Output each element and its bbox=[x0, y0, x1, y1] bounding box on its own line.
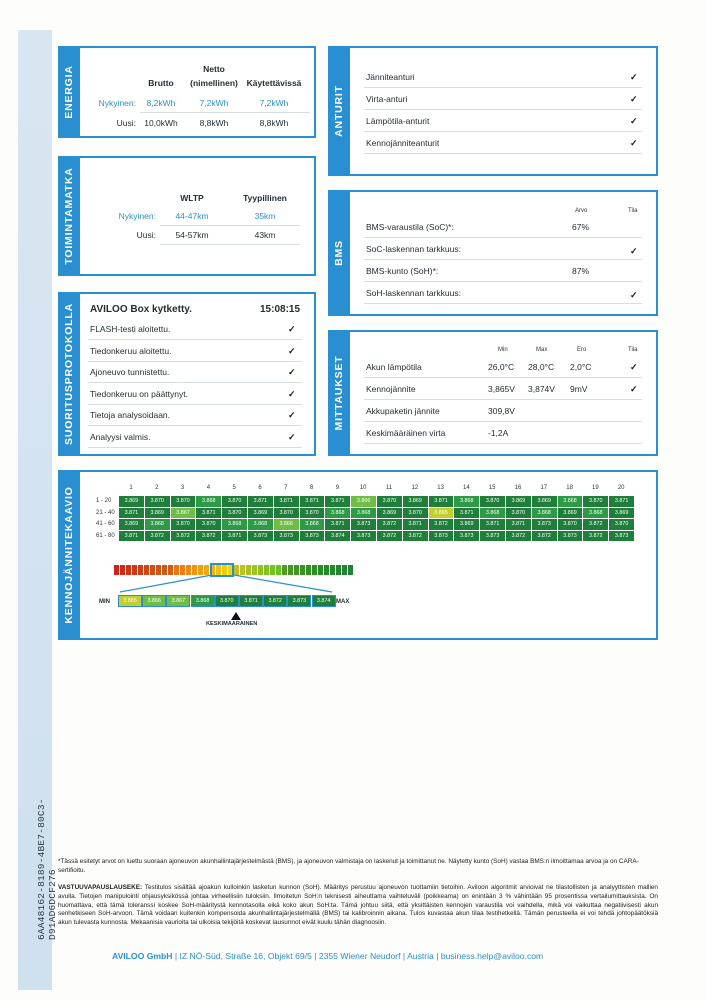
suoritusprotokolla-panel bbox=[58, 292, 316, 456]
mittaukset-col-tila: Tila bbox=[628, 347, 638, 353]
bms-col-arvo: Arvo bbox=[575, 208, 588, 214]
divider bbox=[364, 153, 642, 154]
check-icon: ✓ bbox=[288, 431, 296, 442]
divider bbox=[88, 425, 302, 426]
heatmap-cell: 3.872 bbox=[583, 519, 609, 530]
heatmap-cell: 3.871 bbox=[325, 496, 351, 507]
heatmap-cell: 3.872 bbox=[506, 531, 532, 542]
heatmap-cell: 3.873 bbox=[351, 519, 377, 530]
heatmap-cell: 3.873 bbox=[351, 531, 377, 542]
check-icon: ✓ bbox=[288, 410, 296, 420]
footer-separator: | bbox=[174, 951, 180, 961]
gradient-segment bbox=[294, 565, 299, 575]
heatmap-cell: 3.870 bbox=[377, 496, 403, 507]
gradient-segment bbox=[180, 565, 185, 575]
footer-company: AVILOO GmbH bbox=[112, 951, 173, 961]
heatmap-cell: 3.870 bbox=[609, 519, 635, 530]
divider bbox=[364, 421, 642, 422]
heatmap-column-label: 15 bbox=[488, 485, 496, 491]
heatmap-cell: 3.873 bbox=[248, 531, 274, 542]
divider bbox=[364, 443, 642, 444]
bms-value: 87% bbox=[572, 266, 590, 276]
scale-value: 3.866 bbox=[142, 595, 166, 607]
heatmap-column-label: 4 bbox=[206, 485, 211, 491]
check-icon: ✓ bbox=[630, 116, 638, 126]
gradient-segment bbox=[318, 565, 323, 575]
footnote-soh: *Tässä esitetyt arvot on luettu suoraan ajoneuvon akunhallintajärjestelmästä (BMS), ja ajoneuvon valmistaja on laskenut ja toimittanut ne. Näytetty kunto (SoH) vastaa BMS:n ilmoittamaa arvoa ja on CARA-sertifioitu. bbox=[58, 858, 639, 874]
heatmap-cell: 3.868 bbox=[222, 519, 248, 530]
divider bbox=[88, 447, 302, 448]
gradient-segment bbox=[168, 565, 173, 575]
heatmap-cell: 3.871 bbox=[325, 519, 351, 530]
protocol-step-label: Tiedonkeruu aloitettu. bbox=[90, 345, 172, 356]
energia-row-label: Nykyinen: bbox=[98, 98, 136, 108]
divider bbox=[88, 404, 302, 405]
scale-value: 3.871 bbox=[239, 595, 263, 607]
footer-separator: | bbox=[402, 951, 408, 961]
heatmap-column-label: 2 bbox=[155, 485, 159, 491]
heatmap-column-label: 12 bbox=[411, 485, 419, 491]
heatmap-cell: 3.871 bbox=[609, 496, 635, 507]
gradient-segment bbox=[150, 565, 155, 575]
heatmap-cell: 3.869 bbox=[454, 519, 480, 530]
bms-row-label: SoC-laskennan tarkkuus: bbox=[366, 244, 461, 254]
gradient-segment bbox=[240, 565, 245, 575]
gradient-segment bbox=[252, 565, 257, 575]
energia-value: 10,0kWh bbox=[144, 118, 178, 128]
heatmap-cell: 3.866 bbox=[274, 519, 300, 530]
footer-country: Austria bbox=[407, 951, 434, 961]
gradient-segment bbox=[174, 565, 179, 575]
check-icon: ✓ bbox=[630, 94, 638, 104]
average-label: KESKIMAARAINEN bbox=[206, 621, 258, 627]
heatmap-cell: 3.870 bbox=[480, 496, 506, 507]
gradient-segment bbox=[264, 565, 269, 575]
scale-value: 3.868 bbox=[191, 595, 215, 607]
gradient-segment bbox=[258, 565, 263, 575]
measurement-min: 3,865V bbox=[488, 384, 515, 394]
toimintamatka-col-tyypillinen: Tyypillinen bbox=[243, 193, 287, 203]
heatmap-cell: 3.873 bbox=[609, 531, 635, 542]
heatmap-cell: 3.869 bbox=[532, 496, 558, 507]
heatmap-cell: 3.868 bbox=[583, 508, 609, 519]
bms-value: 67% bbox=[572, 222, 590, 232]
scale-value: 3.872 bbox=[263, 595, 287, 607]
heatmap-cell: 3.870 bbox=[583, 496, 609, 507]
heatmap-cell: 3.868 bbox=[248, 519, 274, 530]
heatmap-column-label: 8 bbox=[309, 485, 314, 491]
gradient-segment bbox=[288, 565, 293, 575]
protocol-step-label: Tietoja analysoidaan. bbox=[90, 410, 171, 420]
heatmap-cell: 3.871 bbox=[196, 508, 222, 519]
suoritusprotokolla-tab: SUORITUSPROTOKOLLA bbox=[58, 292, 80, 456]
energia-col-netto-sub: (nimellinen) bbox=[190, 78, 238, 88]
toimintamatka-row-label: Nykyinen: bbox=[118, 211, 156, 221]
heatmap-cell: 3.870 bbox=[222, 508, 248, 519]
heatmap-cell: 3.872 bbox=[171, 531, 197, 542]
heatmap-cell: 3.868 bbox=[196, 496, 222, 507]
check-icon: ✓ bbox=[630, 246, 638, 256]
gradient-segment bbox=[162, 565, 167, 575]
toimintamatka-tab: TOIMINTAMATKA bbox=[58, 156, 80, 276]
heatmap-cell: 3.868 bbox=[300, 519, 326, 530]
heatmap-cell: 3.868 bbox=[325, 508, 351, 519]
scale-max-label: MAX bbox=[336, 599, 350, 605]
measurement-min: 309,8V bbox=[488, 406, 515, 416]
scale-value: 3.873 bbox=[287, 595, 311, 607]
heatmap-column-label: 19 bbox=[592, 485, 599, 491]
protocol-step-label: Ajoneuvo tunnistettu. bbox=[90, 367, 170, 377]
toimintamatka-value: 44-47km bbox=[175, 211, 209, 221]
heatmap-cell: 3.871 bbox=[248, 496, 274, 507]
divider bbox=[364, 377, 642, 378]
heatmap-column-label: 3 bbox=[180, 485, 185, 491]
heatmap-cell: 3.868 bbox=[351, 508, 377, 519]
scale-value: 3.865 bbox=[118, 595, 142, 607]
protocol-step-label: FLASH-testi aloitettu. bbox=[90, 324, 171, 334]
energia-value: 7,2kWh bbox=[259, 98, 289, 108]
heatmap-column-label: 14 bbox=[463, 485, 470, 491]
gradient-segment bbox=[306, 565, 311, 575]
scale-value: 3.867 bbox=[166, 595, 190, 607]
heatmap-cell: 3.869 bbox=[506, 496, 532, 507]
heatmap-cell: 3.873 bbox=[274, 531, 300, 542]
heatmap-cell: 3.872 bbox=[403, 531, 429, 542]
heatmap-cell: 3.873 bbox=[532, 519, 558, 530]
sensor-label: Lämpötila-anturit bbox=[366, 116, 430, 126]
heatmap-cell: 3.871 bbox=[300, 496, 326, 507]
heatmap-column-label: 6 bbox=[258, 485, 262, 491]
divider bbox=[364, 281, 642, 282]
mittaukset-col-min: Min bbox=[498, 347, 508, 353]
footer-separator: | bbox=[314, 951, 319, 961]
footer-separator: | bbox=[436, 951, 441, 961]
check-icon: ✓ bbox=[288, 388, 296, 399]
toimintamatka-value: 54-57km bbox=[175, 230, 209, 240]
gradient-segment bbox=[192, 565, 197, 575]
heatmap-cell: 3.871 bbox=[222, 531, 248, 542]
kennojannitekaavio-panel bbox=[58, 470, 658, 640]
heatmap-cell: 3.868 bbox=[532, 508, 558, 519]
protocol-step-label: Analyysi valmis. bbox=[90, 431, 151, 442]
heatmap-cell: 3.867 bbox=[171, 508, 197, 519]
heatmap-cell: 3.871 bbox=[454, 508, 480, 519]
gradient-segment bbox=[132, 565, 137, 575]
mittaukset-col-ero: Ero bbox=[577, 347, 587, 353]
heatmap-cell: 3.869 bbox=[377, 508, 403, 519]
gradient-segment bbox=[234, 565, 239, 575]
check-icon: ✓ bbox=[630, 362, 638, 372]
check-icon: ✓ bbox=[630, 384, 638, 394]
heatmap-cell: 3.869 bbox=[145, 508, 171, 519]
toimintamatka-col-wltp: WLTP bbox=[180, 193, 204, 203]
mittaukset-panel bbox=[328, 330, 658, 456]
heatmap-cell: 3.869 bbox=[248, 508, 274, 519]
heatmap-cell: 3.872 bbox=[145, 531, 171, 542]
gradient-segment bbox=[324, 565, 329, 575]
heatmap-column-label: 13 bbox=[437, 485, 444, 491]
bms-panel bbox=[328, 190, 658, 316]
divider bbox=[364, 303, 642, 304]
heatmap-cell: 3.873 bbox=[429, 531, 455, 542]
gradient-segment bbox=[312, 565, 317, 575]
heatmap-cell: 3.865 bbox=[429, 508, 455, 519]
gradient-segment bbox=[282, 565, 287, 575]
anturit-panel bbox=[328, 46, 658, 176]
heatmap-column-label: 7 bbox=[284, 485, 288, 491]
toimintamatka-value: 43km bbox=[254, 230, 276, 240]
measurement-label: Akun lämpötila bbox=[366, 362, 422, 372]
check-icon: ✓ bbox=[288, 324, 296, 334]
heatmap-column-label: 11 bbox=[385, 485, 393, 491]
divider bbox=[364, 87, 642, 88]
disclaimer-text: Testitulos sisältää ajoakun kulloinkin lasketun kunnon (SoH). Määritys perustuu ajoneuvon tuottamiin tietoihin. Aviloon algoritmit arvioivat ne tilastollisten ja analyyttisten mallien avulla. Tietojen manipulointi ohjausyksikössä johtaa virheellisiin tuloksiin. Ilmoitetun SoH:n teknisesti aiheuttama vaihteluväli (poikkeama) on enintään 3 % vähintään 95 prosentissa vertailumittauksista. On huomattava, että tämä toleranssi koskee SoH-määritystä kennotasolla eikä koko akun SoH:ta. Tämä johtuu siitä, että yksittäisten kennojen varaustila voi vaihdella, mikä voi vaikuttaa negatiivisesti akun senhetkiseen SoH-arvoon. Tämä voidaan kuitenkin kompensoida akunhallintajärjestelmällä (BMS) tai kalibroinnin aikana. Tulos kuvastaa akun tilaa testihetkellä. Tämän perusteella ei voi tehdä johtopäätöksiä akun tulevasta kunnosta. Mekaanisia vaurioita tai ulkoisia tekijöitä koskevat lausunnot eivät kuulu tähän diagnoosiin. bbox=[58, 884, 658, 927]
heatmap-row-label: 61 - 80 bbox=[96, 532, 115, 539]
heatmap-cell: 3.870 bbox=[558, 519, 584, 530]
sensor-label: Virta-anturi bbox=[366, 94, 408, 104]
disclaimer-title: VASTUUVAPAUSLAUSEKE: bbox=[58, 884, 143, 891]
energia-panel bbox=[58, 46, 316, 138]
sensor-label: Jänniteanturi bbox=[366, 72, 415, 82]
energia-value: 8,2kWh bbox=[146, 98, 176, 108]
scale-value: 3.874 bbox=[312, 595, 336, 607]
heatmap-cell: 3.869 bbox=[403, 496, 429, 507]
gradient-highlight bbox=[210, 563, 234, 577]
heatmap-cell: 3.872 bbox=[532, 531, 558, 542]
gradient-segment bbox=[246, 565, 251, 575]
heatmap-cell: 3.872 bbox=[377, 519, 403, 530]
heatmap-cell: 3.873 bbox=[480, 531, 506, 542]
gradient-segment bbox=[120, 565, 125, 575]
bms-row-label: BMS-kunto (SoH)*: bbox=[366, 266, 439, 276]
mittaukset-col-max: Max bbox=[536, 347, 548, 353]
heatmap-cell: 3.871 bbox=[480, 519, 506, 530]
measurement-diff: 2,0°C bbox=[570, 362, 592, 372]
measurement-label: Kennojännite bbox=[366, 384, 416, 394]
heatmap-cell: 3.872 bbox=[377, 531, 403, 542]
measurement-min: -1,2A bbox=[488, 428, 509, 438]
bms-tab: BMS bbox=[328, 190, 350, 316]
heatmap-cell: 3.870 bbox=[222, 496, 248, 507]
anturit-tab: ANTURIT bbox=[328, 46, 350, 176]
protocol-time: 15:08:15 bbox=[260, 304, 301, 315]
energia-row-label: Uusi: bbox=[116, 118, 136, 128]
energia-col-netto: Netto bbox=[203, 64, 225, 74]
gradient-segment bbox=[348, 565, 353, 575]
measurement-label: Akkupaketin jännite bbox=[366, 406, 440, 416]
heatmap-cell: 3.871 bbox=[119, 508, 145, 519]
heatmap-column-label: 20 bbox=[617, 485, 625, 491]
document-id: 6AA48162-8189-4BE7-80C3-D91AD6DCF276 bbox=[36, 798, 58, 940]
heatmap-cell: 3.869 bbox=[558, 508, 584, 519]
heatmap-column-label: 17 bbox=[540, 485, 548, 491]
sensor-label: Kennojänniteanturit bbox=[366, 138, 440, 148]
average-marker-icon bbox=[231, 612, 241, 620]
gradient-segment bbox=[138, 565, 143, 575]
divider bbox=[160, 244, 300, 245]
bms-col-tila: Tila bbox=[628, 208, 638, 214]
bms-row-label: BMS-varaustila (SoC)*: bbox=[366, 222, 454, 232]
heatmap-cell: 3.873 bbox=[558, 531, 584, 542]
footnote-disclaimer bbox=[58, 884, 658, 928]
heatmap-cell: 3.870 bbox=[171, 519, 197, 530]
heatmap-cell: 3.873 bbox=[454, 531, 480, 542]
heatmap-cell: 3.870 bbox=[171, 496, 197, 507]
heatmap-column-label: 10 bbox=[359, 485, 367, 491]
divider bbox=[140, 112, 310, 113]
energia-col-brutto: Brutto bbox=[148, 78, 174, 88]
heatmap-row-label: 1 - 20 bbox=[96, 498, 112, 504]
protocol-title: AVILOO Box kytketty. bbox=[90, 304, 192, 315]
scale-value: 3.870 bbox=[215, 595, 239, 607]
heatmap-cell: 3.869 bbox=[119, 496, 145, 507]
footer-address: IZ NÖ-Süd, Straße 16, Objekt 69/5 bbox=[179, 951, 312, 961]
heatmap-cell: 3.872 bbox=[583, 531, 609, 542]
divider bbox=[88, 339, 302, 340]
heatmap-cell: 3.871 bbox=[274, 496, 300, 507]
toimintamatka-value: 35km bbox=[254, 211, 276, 221]
kennojannitekaavio-tab: KENNOJÄNNITEKAAVIO bbox=[58, 470, 80, 640]
heatmap-cell: 3.872 bbox=[196, 531, 222, 542]
check-icon: ✓ bbox=[630, 138, 638, 148]
footer-email[interactable]: business.help@aviloo.com bbox=[440, 951, 544, 961]
scale-min-label: MIN bbox=[99, 599, 110, 605]
gradient-segment bbox=[114, 565, 119, 575]
check-icon: ✓ bbox=[288, 367, 296, 377]
heatmap-column-label: 1 bbox=[129, 485, 133, 491]
energia-value: 8,8kWh bbox=[199, 118, 229, 128]
divider bbox=[88, 361, 302, 362]
heatmap-cell: 3.872 bbox=[429, 519, 455, 530]
gradient-segment bbox=[342, 565, 347, 575]
heatmap-cell: 3.866 bbox=[351, 496, 377, 507]
divider bbox=[364, 259, 642, 260]
energia-col-kaytettavissa: Käytettävissä bbox=[246, 78, 302, 88]
bms-row-label: SoH-laskennan tarkkuus: bbox=[366, 288, 461, 298]
heatmap-cell: 3.870 bbox=[506, 508, 532, 519]
energia-value: 7,2kWh bbox=[199, 98, 229, 108]
energia-value: 8,8kWh bbox=[259, 118, 289, 128]
heatmap-column-label: 5 bbox=[232, 485, 236, 491]
heatmap-cell: 3.871 bbox=[119, 531, 145, 542]
mittaukset-tab: MITTAUKSET bbox=[328, 330, 350, 456]
measurement-label: Keskimääräinen virta bbox=[366, 428, 446, 438]
gradient-segment bbox=[276, 565, 281, 575]
divider bbox=[364, 237, 642, 238]
heatmap-cell: 3.874 bbox=[325, 531, 351, 542]
divider bbox=[364, 399, 642, 400]
heatmap-row-label: 41 - 60 bbox=[96, 521, 115, 528]
heatmap-cell: 3.869 bbox=[609, 508, 635, 519]
heatmap-cell: 3.868 bbox=[145, 519, 171, 530]
heatmap-cell: 3.871 bbox=[403, 519, 429, 530]
measurement-max: 28,0°C bbox=[528, 362, 555, 372]
gradient-segment bbox=[144, 565, 149, 575]
gradient-segment bbox=[156, 565, 161, 575]
check-icon: ✓ bbox=[630, 72, 638, 82]
heatmap-cell: 3.868 bbox=[558, 496, 584, 507]
heatmap-column-label: 16 bbox=[514, 485, 522, 491]
check-icon: ✓ bbox=[630, 290, 638, 300]
heatmap-cell: 3.869 bbox=[119, 519, 145, 530]
heatmap-cell: 3.870 bbox=[274, 508, 300, 519]
heatmap-row-label: 21 - 40 bbox=[96, 509, 115, 516]
heatmap-cell: 3.868 bbox=[454, 496, 480, 507]
heatmap-cell: 3.871 bbox=[429, 496, 455, 507]
heatmap-cell: 3.870 bbox=[403, 508, 429, 519]
heatmap-cell: 3.871 bbox=[506, 519, 532, 530]
measurement-min: 26,0°C bbox=[488, 362, 515, 372]
check-icon: ✓ bbox=[288, 345, 296, 356]
footer-city: 2355 Wiener Neudorf bbox=[318, 951, 401, 961]
gradient-segment bbox=[204, 565, 209, 575]
measurement-diff: 9mV bbox=[570, 384, 588, 394]
energia-tab: ENERGIA bbox=[58, 46, 80, 138]
gradient-segment bbox=[330, 565, 335, 575]
divider bbox=[88, 382, 302, 383]
protocol-step-label: Tiedonkeruu on päättynyt. bbox=[90, 388, 188, 399]
heatmap-cell: 3.868 bbox=[480, 508, 506, 519]
heatmap-cell: 3.870 bbox=[145, 496, 171, 507]
divider bbox=[364, 131, 642, 132]
toimintamatka-row-label: Uusi: bbox=[136, 230, 156, 240]
gradient-segment bbox=[126, 565, 131, 575]
gradient-segment bbox=[198, 565, 203, 575]
measurement-max: 3,874V bbox=[528, 384, 555, 394]
gradient-segment bbox=[300, 565, 305, 575]
heatmap-cell: 3.870 bbox=[300, 508, 326, 519]
divider bbox=[160, 225, 300, 226]
toimintamatka-panel bbox=[58, 156, 316, 276]
divider bbox=[364, 109, 642, 110]
footer bbox=[112, 951, 543, 961]
heatmap-column-label: 9 bbox=[335, 485, 340, 491]
heatmap-column-label: 18 bbox=[566, 485, 573, 491]
gradient-segment bbox=[336, 565, 341, 575]
heatmap-cell: 3.870 bbox=[196, 519, 222, 530]
gradient-segment bbox=[186, 565, 191, 575]
gradient-segment bbox=[270, 565, 275, 575]
heatmap-cell: 3.873 bbox=[300, 531, 326, 542]
